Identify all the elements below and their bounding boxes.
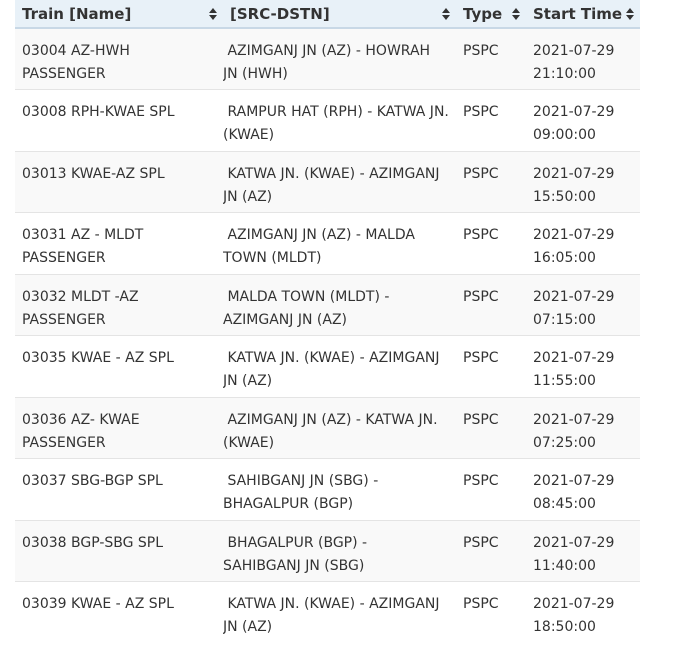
train-name-cell (15, 151, 223, 213)
table-row[interactable] (15, 213, 640, 275)
train-name: 03035 KWAE - AZ SPL (22, 350, 174, 366)
start-time-cell (526, 397, 640, 459)
train-type: PSPC (463, 43, 499, 59)
column-header-train[interactable] (15, 0, 223, 28)
train-name: 03004 AZ-HWH PASSENGER (22, 43, 130, 82)
train-name: 03036 AZ- KWAE PASSENGER (22, 411, 140, 451)
type-cell (456, 151, 526, 213)
table-row[interactable] (15, 459, 640, 521)
start-date: 2021-07-29 (533, 350, 615, 366)
sort-icon[interactable] (626, 7, 634, 21)
route-cell (223, 397, 456, 459)
column-header-start-time-label: Start Time (533, 4, 623, 23)
start-time-cell (526, 274, 640, 336)
start-date: 2021-07-29 (533, 227, 615, 243)
table-body (15, 28, 640, 643)
start-time-cell (526, 213, 640, 275)
start-time: 18:50:00 (533, 619, 596, 635)
table-row[interactable] (15, 28, 640, 90)
start-time-cell (526, 151, 640, 213)
table-row[interactable] (15, 336, 640, 398)
start-time-cell (526, 520, 640, 582)
train-name-cell (15, 459, 223, 521)
start-time-cell (526, 582, 640, 644)
start-time: 11:40:00 (533, 557, 596, 574)
train-type: PSPC (463, 473, 499, 489)
train-type: PSPC (463, 596, 499, 612)
sort-icon[interactable] (442, 7, 450, 21)
table-row[interactable] (15, 520, 640, 582)
route: KATWA JN. (KWAE) - AZIMGANJ JN (AZ) (223, 165, 444, 205)
route-cell (223, 151, 456, 213)
start-time-cell (526, 336, 640, 398)
train-name-cell (15, 28, 223, 90)
route-cell (223, 336, 456, 398)
start-date: 2021-07-29 (533, 473, 615, 489)
route-cell (223, 459, 456, 521)
sort-icon[interactable] (512, 7, 520, 21)
train-type: PSPC (463, 104, 499, 120)
route: AZIMGANJ JN (AZ) - MALDA TOWN (MLDT) (223, 227, 420, 266)
type-cell (456, 582, 526, 644)
route-cell (223, 274, 456, 336)
route-cell (223, 582, 456, 644)
start-time: 07:15:00 (533, 311, 596, 328)
start-date: 2021-07-29 (533, 288, 615, 305)
train-name-cell (15, 520, 223, 582)
train-table (15, 0, 640, 643)
start-time: 08:45:00 (533, 496, 596, 512)
type-cell (456, 397, 526, 459)
sort-icon[interactable] (209, 7, 217, 21)
train-type: PSPC (463, 227, 499, 243)
train-type: PSPC (463, 288, 499, 305)
train-name-cell (15, 90, 223, 152)
train-name: 03008 RPH-KWAE SPL (22, 104, 175, 120)
column-header-type[interactable] (456, 0, 526, 28)
type-cell (456, 336, 526, 398)
start-time-cell (526, 28, 640, 90)
column-header-route[interactable] (223, 0, 456, 28)
start-time: 11:55:00 (533, 373, 596, 389)
table-row[interactable] (15, 397, 640, 459)
type-cell (456, 274, 526, 336)
start-date: 2021-07-29 (533, 534, 615, 551)
table-row[interactable] (15, 582, 640, 644)
column-header-start-time[interactable] (526, 0, 640, 28)
train-name-cell (15, 213, 223, 275)
route: MALDA TOWN (MLDT) - AZIMGANJ JN (AZ) (223, 288, 394, 328)
train-type: PSPC (463, 411, 499, 428)
type-cell (456, 459, 526, 521)
start-time: 15:50:00 (533, 188, 596, 205)
train-name: 03013 KWAE-AZ SPL (22, 165, 165, 182)
start-time: 07:25:00 (533, 434, 596, 451)
type-cell (456, 213, 526, 275)
route: AZIMGANJ JN (AZ) - KATWA JN. (KWAE) (223, 411, 442, 451)
route-cell (223, 28, 456, 90)
train-name: 03039 KWAE - AZ SPL (22, 596, 174, 612)
start-date: 2021-07-29 (533, 596, 615, 612)
table-header-row (15, 0, 640, 28)
route: KATWA JN. (KWAE) - AZIMGANJ JN (AZ) (223, 596, 444, 635)
start-time: 21:10:00 (533, 66, 596, 82)
train-type: PSPC (463, 350, 499, 366)
start-time: 09:00:00 (533, 127, 596, 143)
type-cell (456, 28, 526, 90)
column-header-route-label: [SRC-DSTN] (230, 4, 330, 23)
train-name: 03037 SBG-BGP SPL (22, 473, 163, 489)
route-cell (223, 520, 456, 582)
table-row[interactable] (15, 274, 640, 336)
train-type: PSPC (463, 534, 499, 551)
column-header-type-label: Type (463, 4, 503, 23)
route: AZIMGANJ JN (AZ) - HOWRAH JN (HWH) (223, 43, 435, 82)
start-date: 2021-07-29 (533, 411, 615, 428)
route: RAMPUR HAT (RPH) - KATWA JN. (KWAE) (223, 104, 454, 143)
train-type: PSPC (463, 165, 499, 182)
train-name-cell (15, 582, 223, 644)
type-cell (456, 90, 526, 152)
route-cell (223, 90, 456, 152)
route: SAHIBGANJ JN (SBG) - BHAGALPUR (BGP) (223, 473, 383, 512)
table-row[interactable] (15, 151, 640, 213)
start-time-cell (526, 459, 640, 521)
train-name-cell (15, 336, 223, 398)
type-cell (456, 520, 526, 582)
route-cell (223, 213, 456, 275)
train-name: 03031 AZ - MLDT PASSENGER (22, 227, 144, 266)
train-name-cell (15, 274, 223, 336)
start-date: 2021-07-29 (533, 165, 615, 182)
column-header-train-label: Train [Name] (22, 4, 132, 23)
train-name: 03038 BGP-SBG SPL (22, 534, 164, 551)
train-name: 03032 MLDT -AZ PASSENGER (22, 288, 139, 328)
route: BHAGALPUR (BGP) - SAHIBGANJ JN (SBG) (223, 534, 372, 574)
route: KATWA JN. (KWAE) - AZIMGANJ JN (AZ) (223, 350, 444, 389)
start-date: 2021-07-29 (533, 104, 615, 120)
train-name-cell (15, 397, 223, 459)
table-row[interactable] (15, 90, 640, 152)
start-date: 2021-07-29 (533, 43, 615, 59)
start-time: 16:05:00 (533, 250, 596, 266)
start-time-cell (526, 90, 640, 152)
